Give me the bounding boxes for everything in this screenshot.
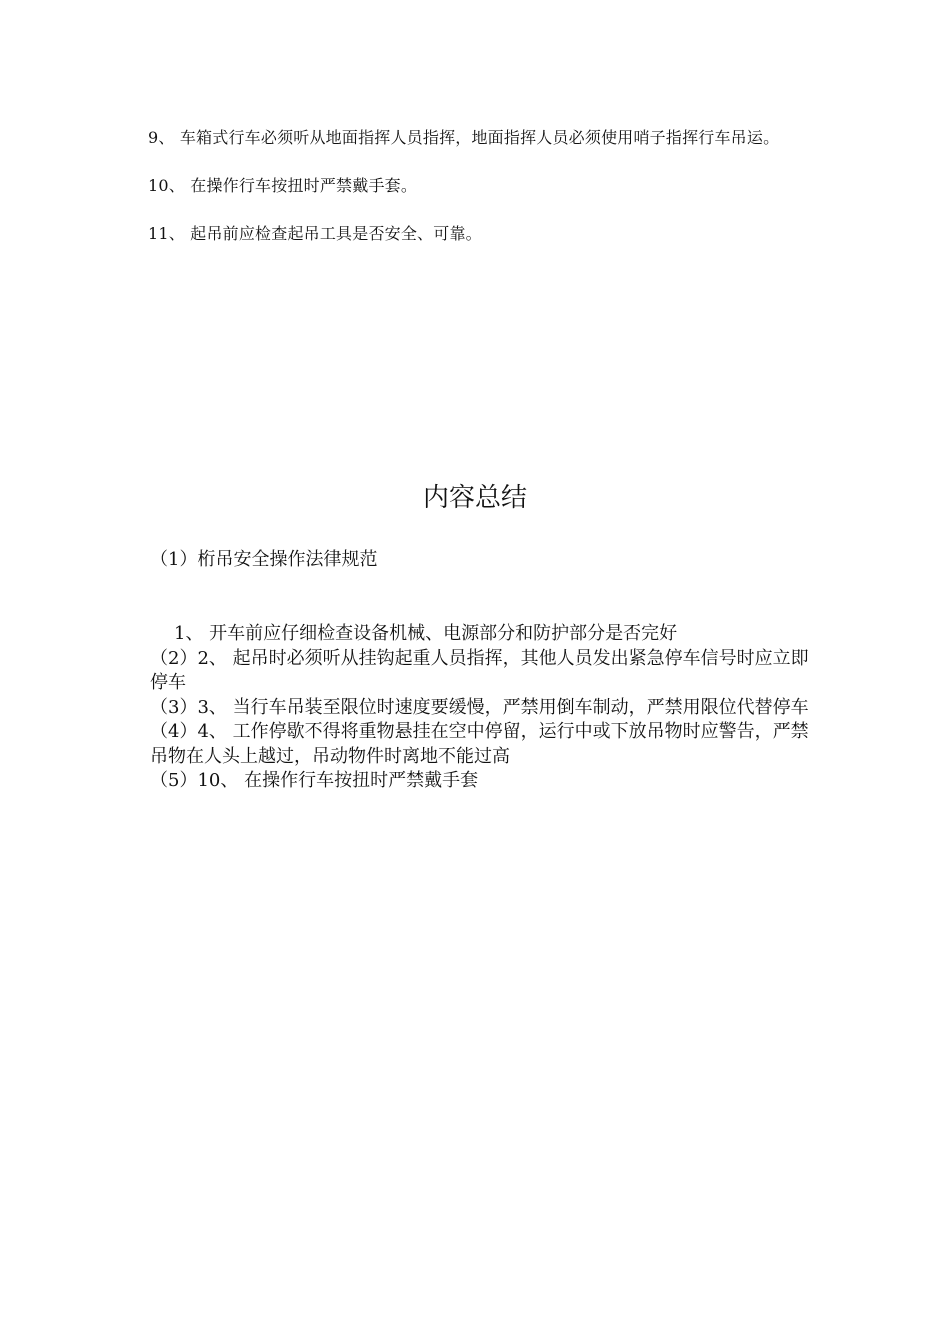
- summary-point: 1、 开车前应仔细检查设备机械、电源部分和防护部分是否完好: [174, 623, 678, 644]
- summary-point: （2）2、 起吊时必须听从挂钩起重人员指挥，其他人员发出紧急停车信号时应立即停车: [150, 647, 809, 693]
- summary-point: （5）10、 在操作行车按扭时严禁戴手套: [150, 770, 479, 791]
- summary-point: （4）4、 工作停歇不得将重物悬挂在空中停留，运行中或下放吊物时应警告，严禁吊物在人头上越过，吊动物件时离地不能过高: [150, 721, 809, 767]
- rules-list: [148, 126, 808, 270]
- list-item-10: 10、 在操作行车按扭时严禁戴手套。: [148, 176, 418, 195]
- list-item-11: 11、 起吊前应检查起吊工具是否安全、可靠。: [148, 224, 482, 243]
- summary-title: 内容总结: [422, 483, 527, 513]
- list-item-9: 9、 车箱式行车必须听从地面指挥人员指挥，地面指挥人员必须使用哨子指挥行车吊运。: [148, 128, 780, 147]
- summary-points: [150, 622, 810, 794]
- summary-subtitle: （1）桁吊安全操作法律规范: [150, 549, 378, 570]
- summary-point: （3）3、 当行车吊装至限位时速度要缓慢，严禁用倒车制动，严禁用限位代替停车: [150, 696, 809, 718]
